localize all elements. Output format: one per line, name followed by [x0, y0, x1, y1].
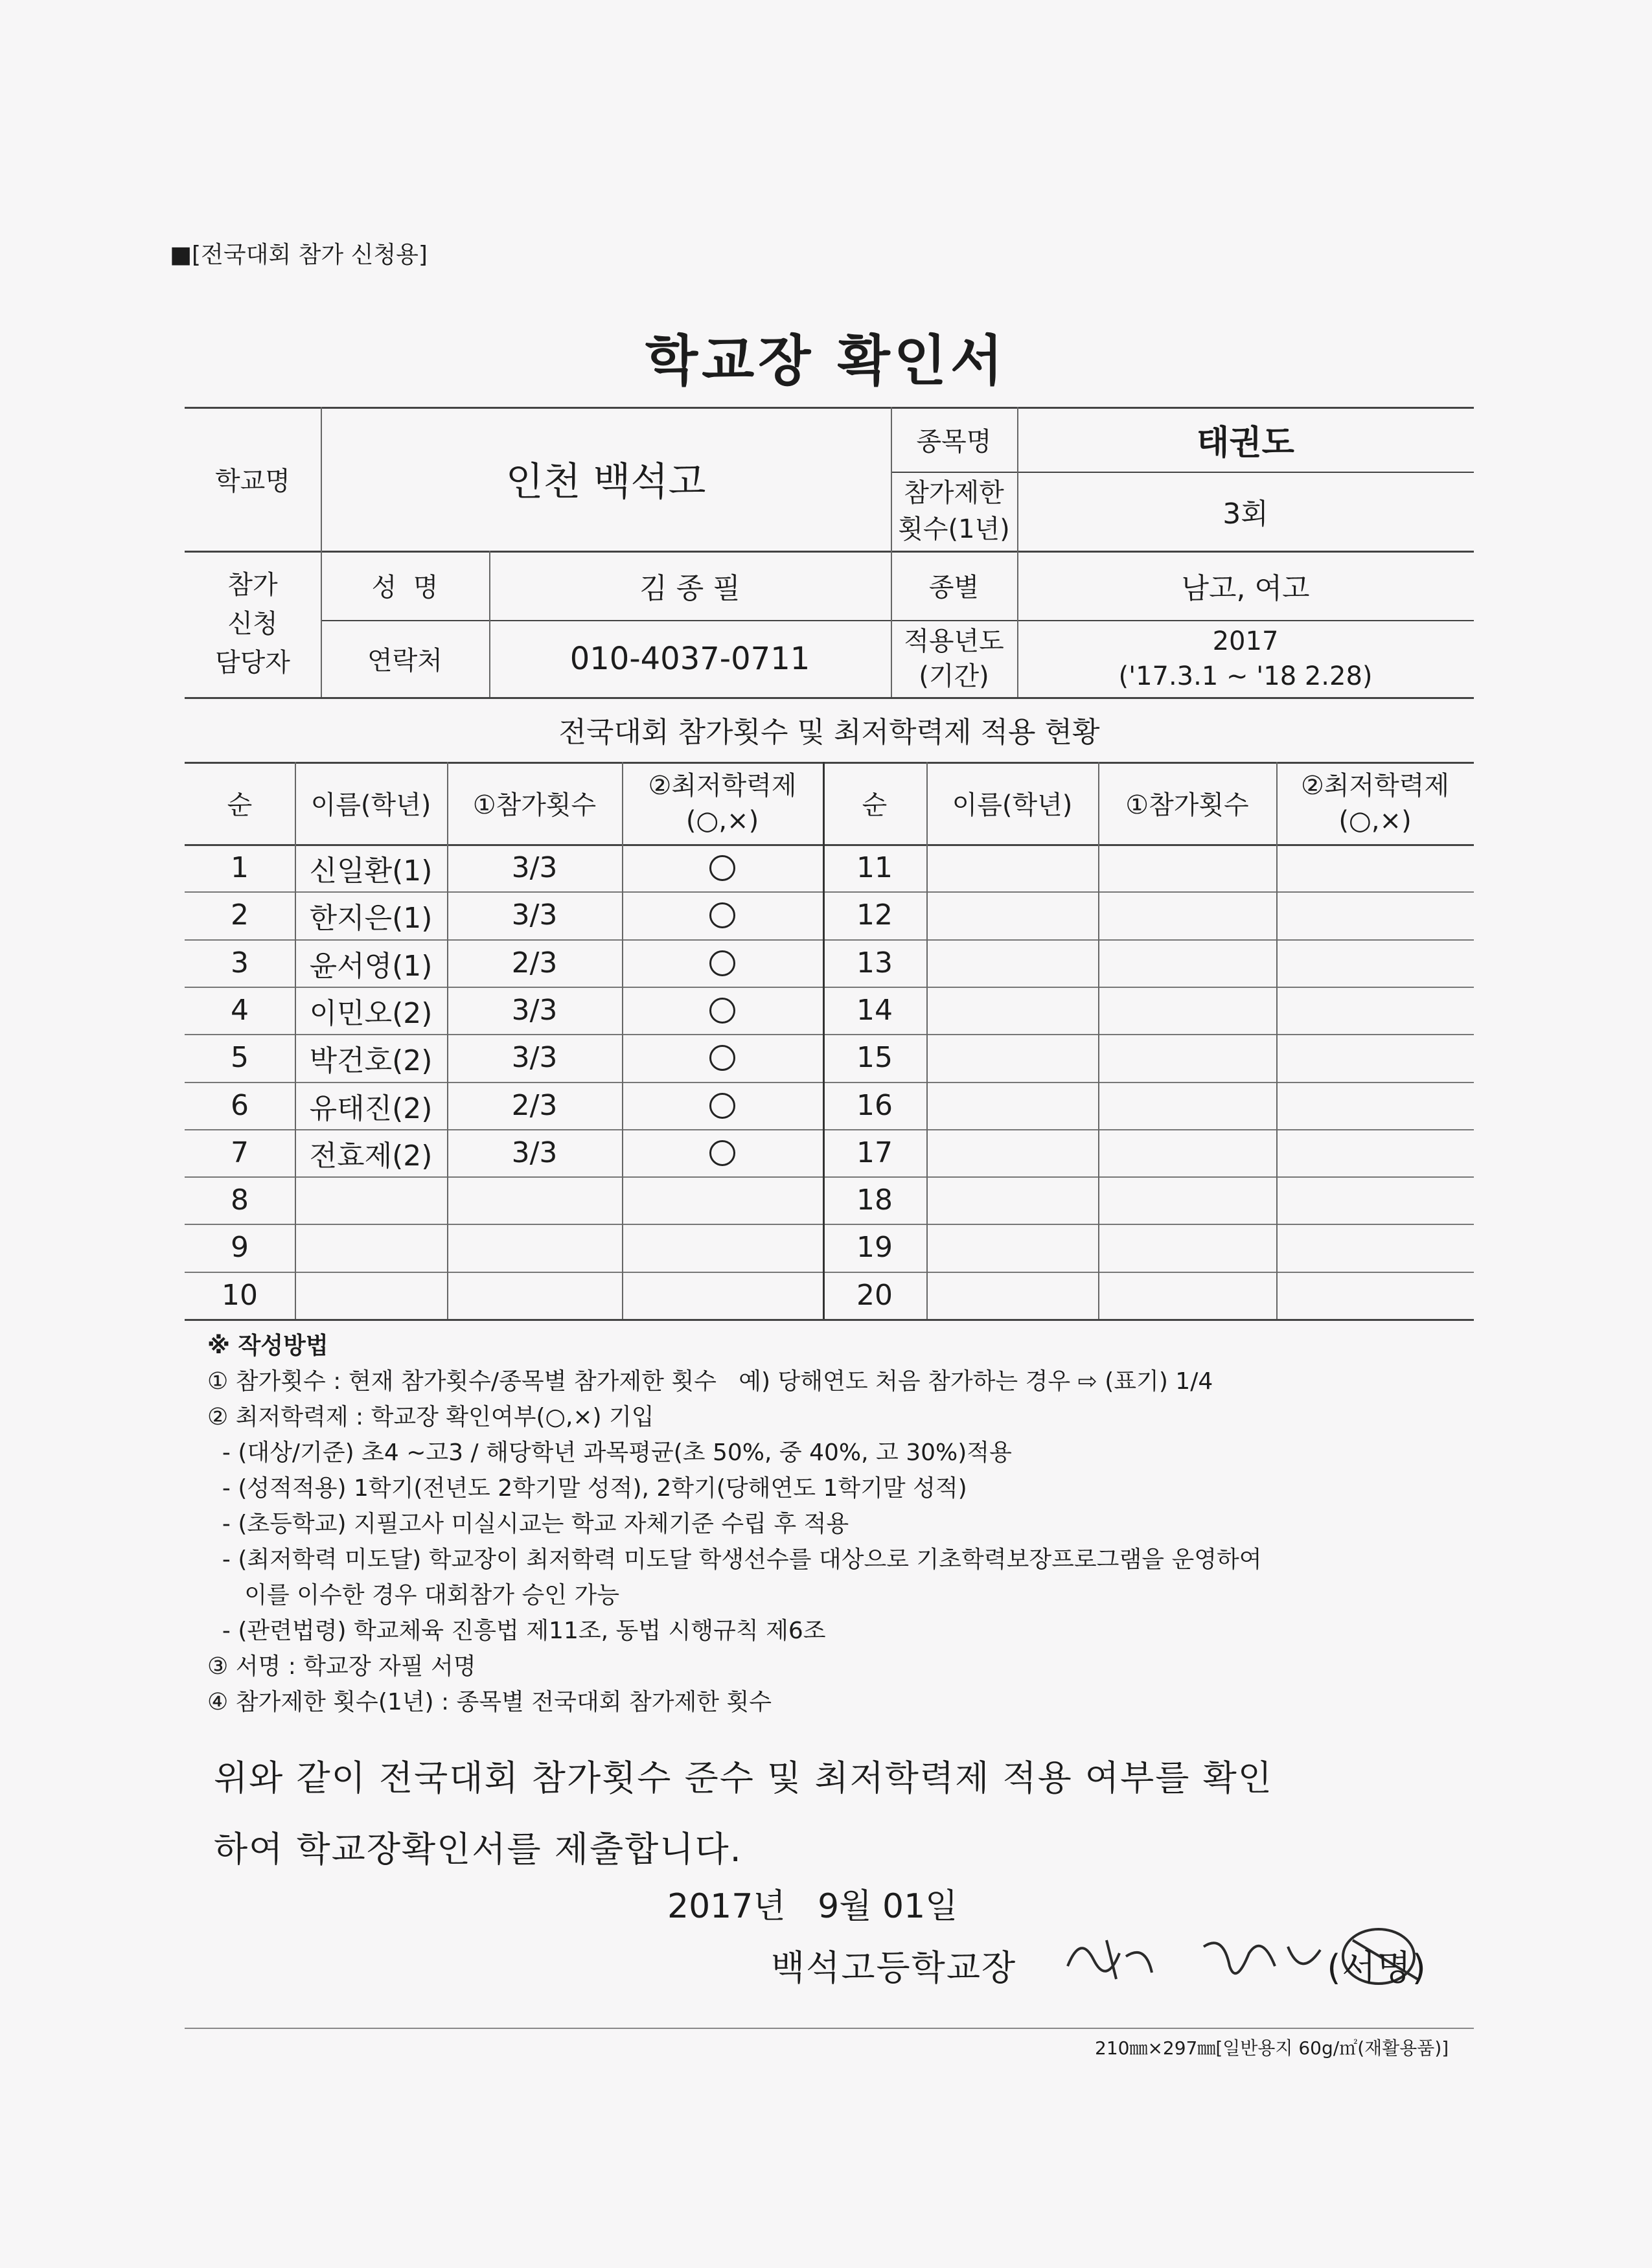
circle-mark: [709, 855, 735, 881]
col-header-name: 이름(학년): [310, 790, 431, 820]
submission-date: 2017년 9월 01일: [667, 1887, 958, 1926]
limit-label-line1: 참가제한: [904, 478, 1004, 508]
instruction-line: - (관련법령) 학교체육 진흥법 제11조, 동법 시행규칙 제6조: [207, 1618, 826, 1644]
cell-count: [447, 1272, 622, 1319]
form-tag: ■[전국대회 참가 신청용]: [170, 242, 428, 268]
min-check-cell: [622, 939, 823, 987]
period-value: [1017, 620, 1474, 697]
status-heading: 전국대회 참가횟수 및 최저학력제 적용 현황: [558, 716, 1100, 749]
cell-no-right: 14: [856, 994, 893, 1027]
category-value: 남고, 여고: [1181, 571, 1310, 605]
cell-no-right: 12: [856, 899, 893, 932]
min-check-cell: [622, 1082, 823, 1129]
period-value-line2: ('17.3.1 ~ '18 2.28): [1118, 661, 1373, 691]
cell-count: 2/3: [511, 946, 558, 979]
instruction-line: ① 참가횟수 : 현재 참가횟수/종목별 참가제한 횟수 예) 당해연도 처음 참가하는 경우 ⇨ (표기) 1/4: [207, 1368, 1213, 1395]
col-header-min-right: [1276, 762, 1474, 844]
col-header-min-right-line2: (○,×): [1338, 805, 1412, 836]
cell-no: 8: [231, 1184, 249, 1217]
manager-label-line1: 참가: [227, 570, 278, 600]
name-value: 김 종 필: [639, 571, 740, 605]
cell-name: 윤서영(1): [309, 949, 433, 983]
principal-line: [771, 1940, 1427, 1990]
circle-mark: [709, 950, 735, 976]
manager-label-line2: 신청: [227, 609, 278, 639]
school-label: 학교명: [215, 466, 290, 496]
manager-label: [185, 551, 321, 697]
principal-title: 백석고등학교장: [771, 1947, 1017, 1988]
cell-no-right: 15: [856, 1041, 893, 1074]
cell-count: 2/3: [511, 1089, 558, 1122]
min-check-cell: [622, 891, 823, 939]
manager-label-line3: 담당자: [215, 648, 290, 678]
col-header-no-right: 순: [862, 790, 888, 820]
col-header-min-line1: ②최저학력제: [648, 770, 797, 801]
school-value: 인천 백석고: [505, 459, 706, 505]
instruction-line: - (최저학력 미도달) 학교장이 최저학력 미도달 학생선수를 대상으로 기초학력보장프로그램을 운영하여: [207, 1546, 1262, 1573]
cell-no-right: 17: [856, 1136, 893, 1169]
cell-no: 10: [222, 1279, 258, 1312]
closing-line1: 위와 같이 전국대회 참가횟수 준수 및 최저학력제 적용 여부를 확인: [214, 1758, 1273, 1798]
col-header-count-right: ①참가횟수: [1125, 790, 1249, 820]
instruction-line: - (성적적용) 1학기(전년도 2학기말 성적), 2학기(당해연도 1학기말 성적): [207, 1475, 967, 1502]
footer-divider: [185, 2028, 1474, 2029]
cell-count: [447, 1224, 622, 1271]
col-header-count: ①참가횟수: [472, 790, 597, 820]
cell-name: 유태진(2): [309, 1092, 433, 1125]
cell-no: 9: [231, 1231, 249, 1264]
cell-no-right: 13: [856, 946, 893, 979]
sport-label: 종목명: [916, 426, 992, 457]
cell-no: 2: [231, 899, 249, 932]
cell-no-right: 19: [856, 1231, 893, 1264]
cell-name: [295, 1224, 447, 1271]
circle-mark: [709, 1045, 735, 1071]
limit-value: 3회: [1222, 498, 1268, 531]
instruction-line: ④ 참가제한 횟수(1년) : 종목별 전국대회 참가제한 횟수: [207, 1689, 772, 1715]
limit-label: [891, 472, 1017, 551]
cell-no: 6: [231, 1089, 249, 1122]
cell-count: 3/3: [511, 994, 558, 1027]
closing-statement: [214, 1743, 1273, 1885]
cell-no: 1: [231, 851, 249, 884]
closing-line2: 하여 학교장확인서를 제출합니다.: [214, 1829, 742, 1870]
cell-no-right: 20: [856, 1279, 893, 1312]
cell-no: 7: [231, 1136, 249, 1169]
cell-name: 박건호(2): [309, 1044, 433, 1077]
period-label-line2: (기간): [919, 661, 989, 691]
min-check-cell: [622, 1224, 823, 1271]
instruction-line: ② 최저학력제 : 학교장 확인여부(○,×) 기입: [207, 1404, 654, 1430]
min-check-cell: [622, 1272, 823, 1319]
document-title: 학교장 확인서: [645, 329, 1007, 393]
instruction-line: - (초등학교) 지필고사 미실시교는 학교 자체기준 수립 후 적용: [207, 1511, 849, 1537]
cell-no: 3: [231, 946, 249, 979]
limit-label-line2: 횟수(1년): [898, 514, 1010, 544]
contact-value: 010-4037-0711: [569, 640, 810, 677]
writing-instructions: [207, 1328, 1262, 1720]
instruction-line: 이를 이수한 경우 대회참가 승인 가능: [207, 1582, 620, 1609]
col-header-min: [622, 762, 823, 844]
circle-mark: [709, 1093, 735, 1119]
cell-count: 3/3: [511, 1041, 558, 1074]
period-label-line1: 적용년도: [904, 626, 1004, 656]
instruction-line: ※ 작성방법: [207, 1333, 328, 1359]
cell-name: 이민오(2): [309, 996, 433, 1030]
instruction-line: ③ 서명 : 학교장 자필 서명: [207, 1653, 476, 1680]
col-header-min-right-line1: ②최저학력제: [1300, 770, 1450, 801]
signature: [1055, 1940, 1427, 1990]
instruction-line: - (대상/기준) 초4 ~고3 / 해당학년 과목평균(초 50%, 중 40%, 고 30%)적용: [207, 1439, 1012, 1466]
cell-no-right: 16: [856, 1089, 893, 1122]
name-label: 성 명: [371, 573, 439, 602]
signature-text: (서명): [1327, 1947, 1427, 1988]
paper-spec: 210㎜×297㎜[일반용지 60g/㎡(재활용품)]: [1095, 2037, 1449, 2059]
circle-mark: [709, 902, 735, 928]
cell-name: 전효제(2): [309, 1139, 433, 1173]
cell-no: 4: [231, 994, 249, 1027]
cell-no-right: 18: [856, 1184, 893, 1217]
col-header-min-line2: (○,×): [685, 805, 759, 836]
min-check-cell: [622, 844, 823, 891]
min-check-cell: [622, 1034, 823, 1081]
min-check-cell: [622, 1176, 823, 1224]
col-header-no: 순: [227, 790, 253, 820]
circle-mark: [709, 998, 735, 1024]
col-header-name-right: 이름(학년): [952, 790, 1073, 820]
contact-label: 연락처: [367, 646, 442, 676]
cell-name: [295, 1272, 447, 1319]
cell-name: 신일환(1): [309, 854, 433, 888]
period-value-line1: 2017: [1212, 626, 1279, 656]
cell-count: 3/3: [511, 1136, 558, 1169]
cell-count: 3/3: [511, 851, 558, 884]
cell-no: 5: [231, 1041, 249, 1074]
sport-value: 태권도: [1197, 423, 1294, 463]
cell-no-right: 11: [856, 851, 893, 884]
period-label: [891, 620, 1017, 697]
cell-name: [295, 1176, 447, 1224]
min-check-cell: [622, 987, 823, 1034]
cell-name: 한지은(1): [309, 901, 433, 935]
cell-count: [447, 1176, 622, 1224]
circle-mark: [709, 1140, 735, 1166]
min-check-cell: [622, 1129, 823, 1176]
category-label: 종별: [928, 573, 980, 602]
cell-count: 3/3: [511, 899, 558, 932]
